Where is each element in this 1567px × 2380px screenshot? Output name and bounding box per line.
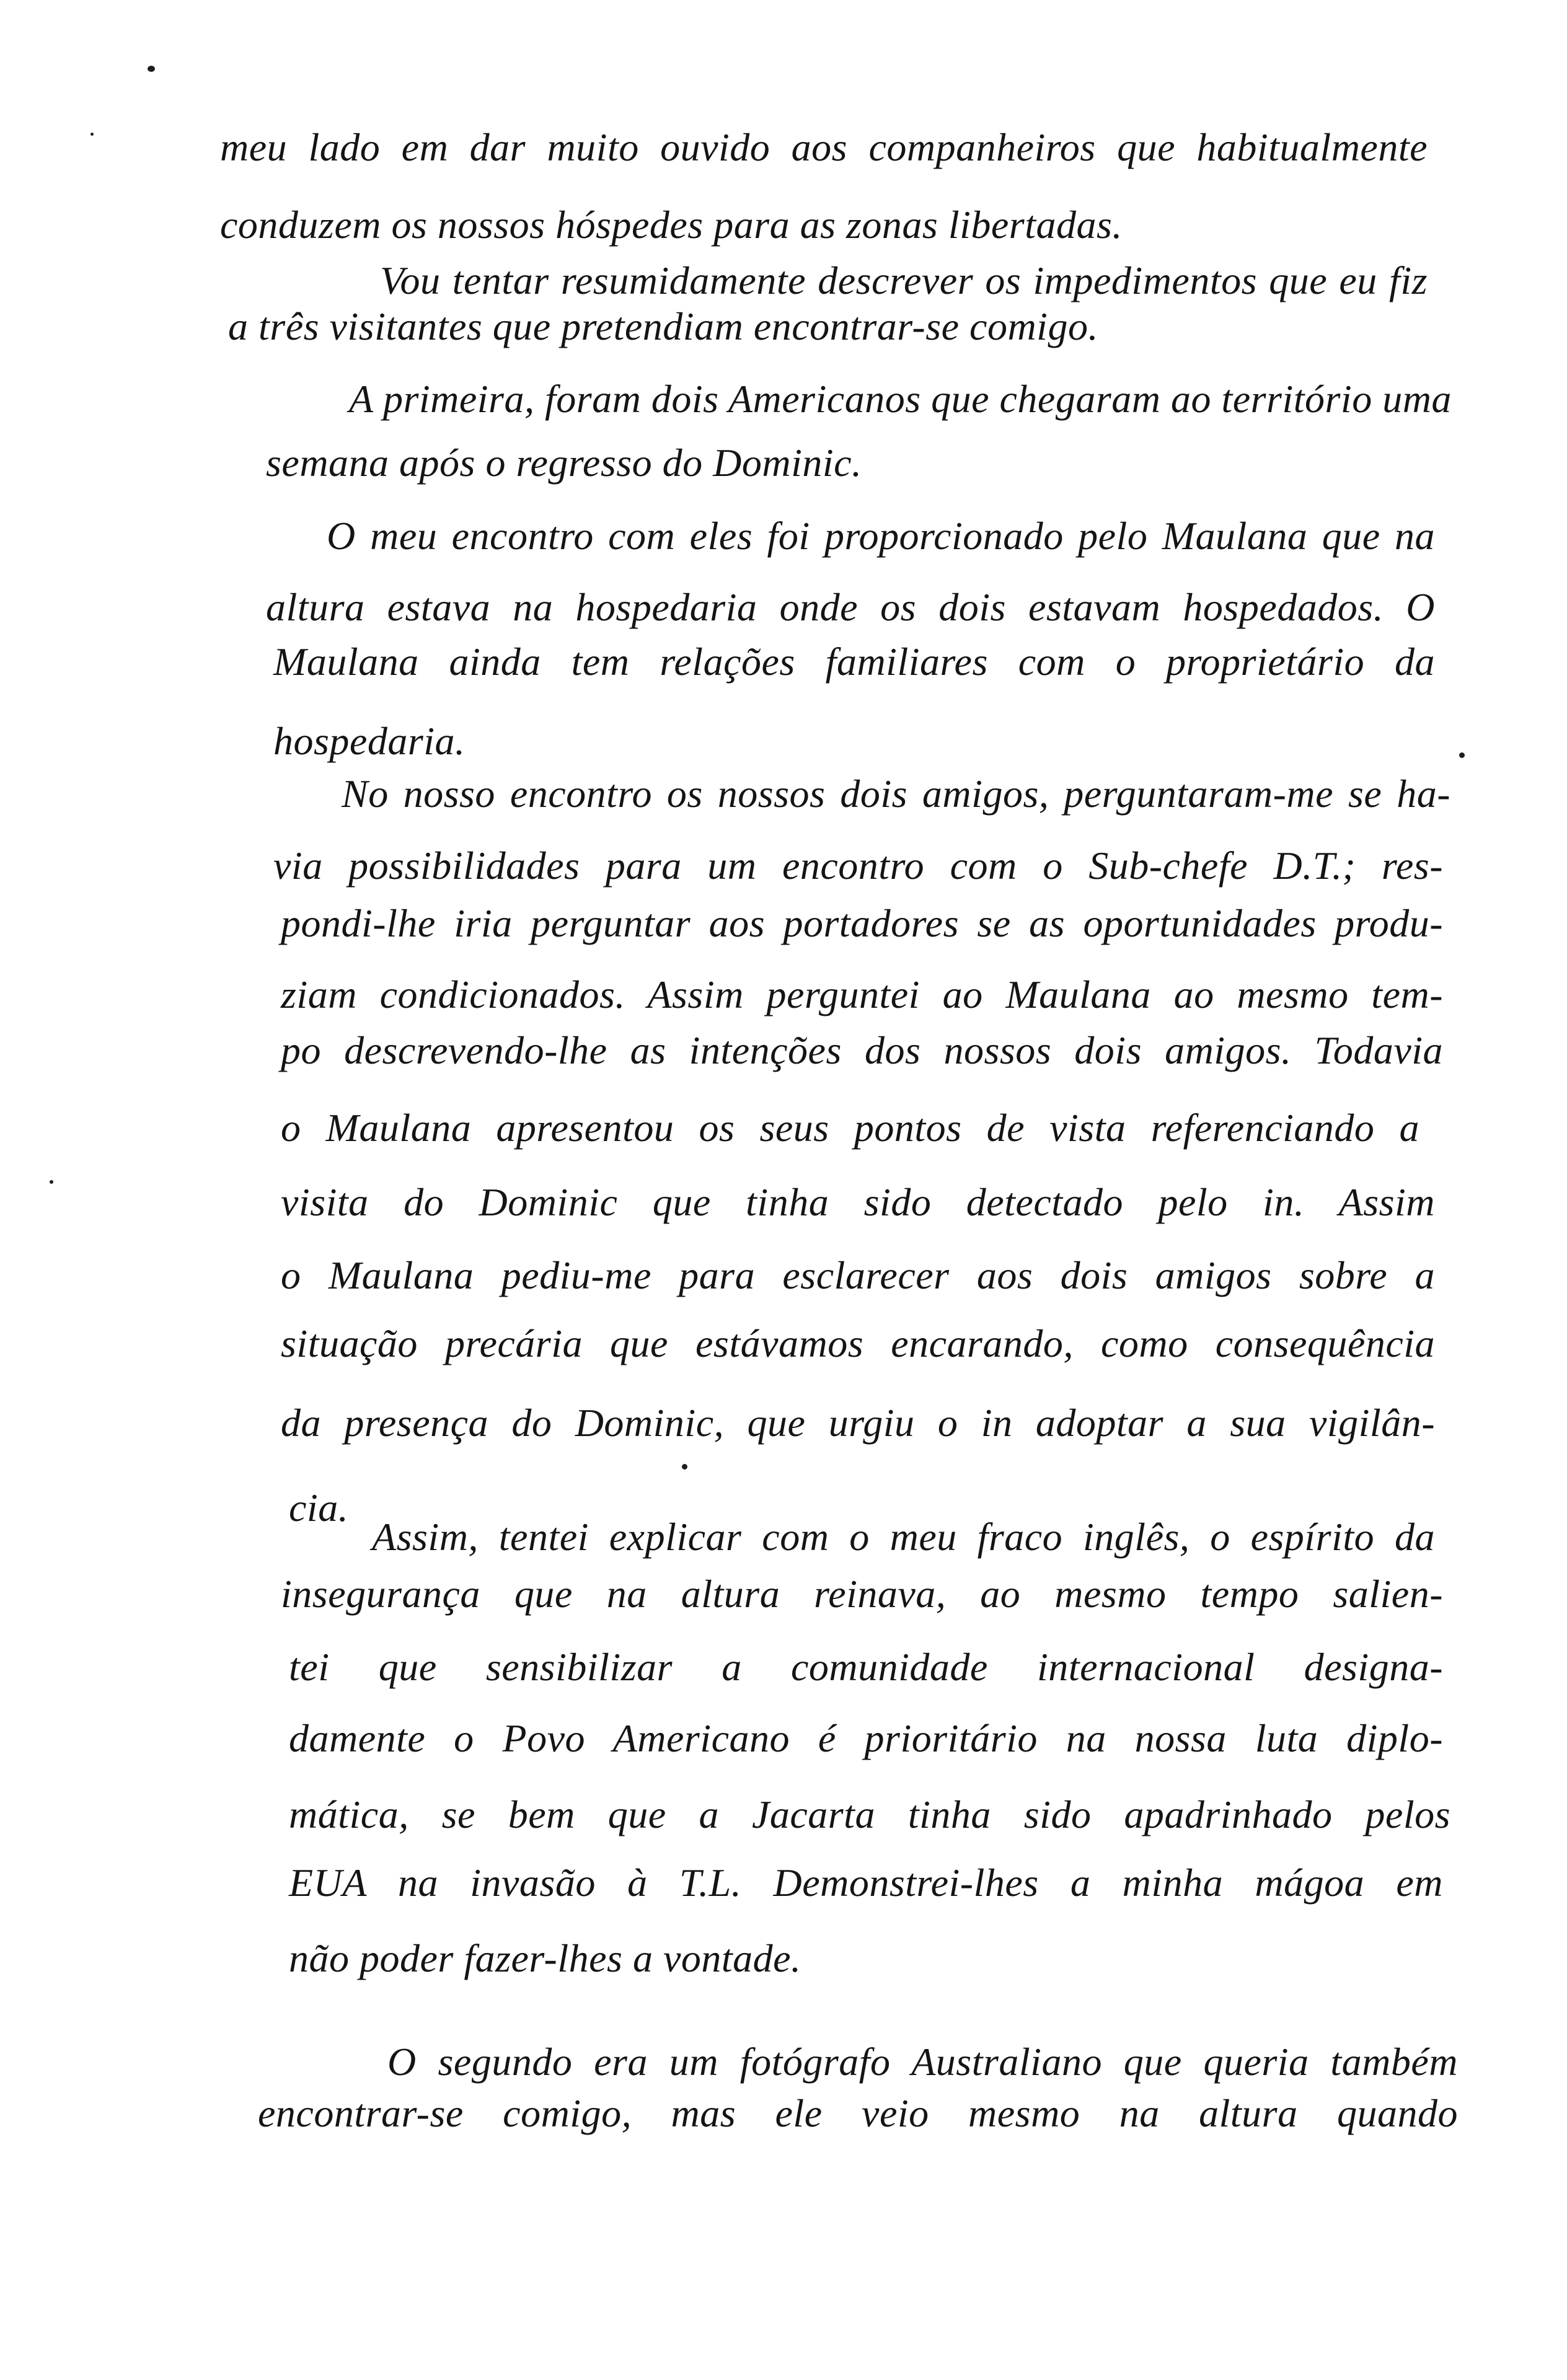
text-line: via possibilidades para um encontro com o Sub-chefe D.T.; res- (273, 844, 1443, 888)
text-line: damente o Povo Americano é prioritário na nossa luta diplo- (289, 1716, 1443, 1760)
ink-speck (1459, 752, 1465, 758)
text-line: da presença do Dominic, que urgiu o in adoptar a sua vigilân- (281, 1401, 1435, 1445)
ink-speck (90, 133, 94, 136)
ink-speck (148, 66, 155, 72)
text-line: tei que sensibilizar a comunidade internacional designa- (289, 1645, 1443, 1689)
text-line: Maulana ainda tem relações familiares com o proprietário da (273, 640, 1435, 684)
text-line: pondi-lhe iria perguntar aos portadores se as oportunidades produ- (281, 901, 1443, 945)
text-line: cia. (289, 1486, 349, 1530)
text-line: conduzem os nossos hóspedes para as zonas libertadas. (220, 203, 1123, 247)
text-line: o Maulana pediu-me para esclarecer aos dois amigos sobre a (281, 1253, 1435, 1297)
text-line: não poder fazer-lhes a vontade. (289, 1936, 801, 1980)
text-line: meu lado em dar muito ouvido aos companheiros que habitualmente (220, 125, 1428, 169)
text-line: A primeira, foram dois Americanos que chegaram ao território uma (349, 377, 1452, 421)
text-line: encontrar-se comigo, mas ele veio mesmo na altura quando (258, 2091, 1458, 2135)
ink-speck (50, 1180, 53, 1184)
text-line: O meu encontro com eles foi proporcionado pelo Maulana que na (327, 514, 1435, 558)
text-line: Assim, tentei explicar com o meu fraco inglês, o espírito da (372, 1515, 1435, 1559)
text-line: semana após o regresso do Dominic. (266, 441, 862, 485)
text-line: EUA na invasão à T.L. Demonstrei-lhes a minha mágoa em (289, 1861, 1443, 1905)
text-line: insegurança que na altura reinava, ao mesmo tempo salien- (281, 1572, 1443, 1616)
text-line: situação precária que estávamos encarando, como consequência (281, 1321, 1435, 1365)
text-line: mática, se bem que a Jacarta tinha sido apadrinhado pelos (289, 1792, 1450, 1836)
text-line: o Maulana apresentou os seus pontos de vista referenciando a (281, 1106, 1419, 1150)
text-line: No nosso encontro os nossos dois amigos, perguntaram-me se ha- (342, 772, 1450, 816)
text-line: hospedaria. (273, 719, 466, 763)
text-line: O segundo era um fotógrafo Australiano que queria também (387, 2040, 1458, 2084)
text-line: Vou tentar resumidamente descrever os impedimentos que eu fiz (380, 258, 1428, 302)
ink-speck (682, 1464, 687, 1470)
text-line: ziam condicionados. Assim perguntei ao Maulana ao mesmo tem- (281, 972, 1443, 1016)
text-line: altura estava na hospedaria onde os dois estavam hospedados. O (266, 585, 1435, 629)
text-line: visita do Dominic que tinha sido detectado pelo in. Assim (281, 1180, 1435, 1224)
text-line: po descrevendo-lhe as intenções dos nossos dois amigos. Todavia (281, 1028, 1443, 1072)
text-line: a três visitantes que pretendiam encontrar-se comigo. (228, 304, 1098, 348)
